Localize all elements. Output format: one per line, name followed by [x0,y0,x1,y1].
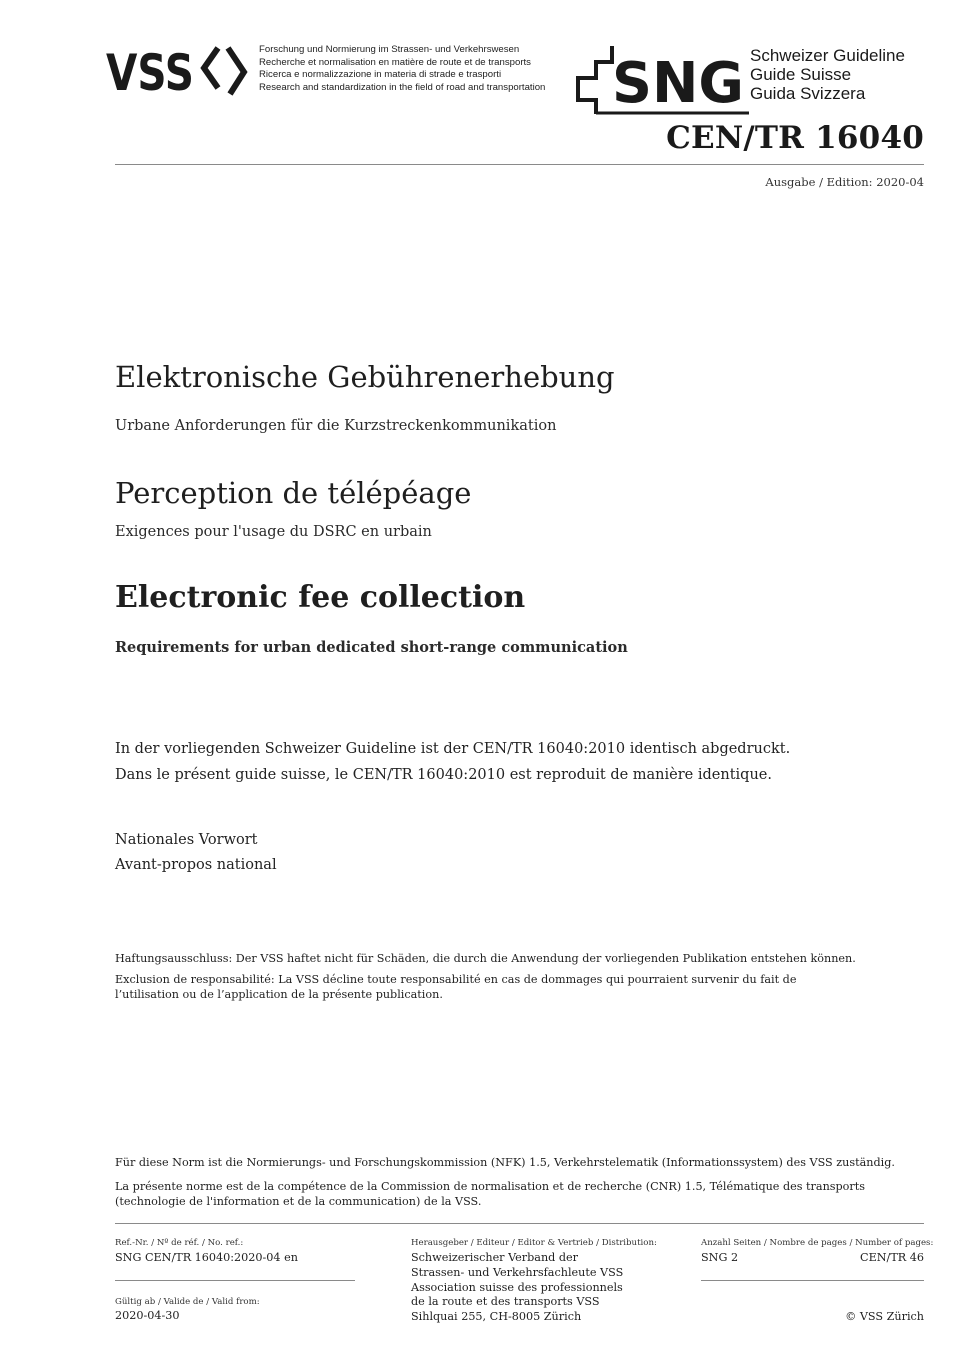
sng-name-de: Schweizer Guideline [750,46,905,65]
sng-name-it: Guida Svizzera [750,84,866,103]
tagline-fr: Recherche et normalisation en matière de route et de transports [259,56,531,68]
vss-chevron-right [228,48,244,94]
header-divider [115,164,924,165]
publisher-line: Schweizerischer Verband der [411,1251,578,1264]
reference-divider [115,1280,355,1281]
publisher-line: Strassen- und Verkehrsfachleute VSS [411,1265,624,1279]
document-code: CEN/TR 16040 [666,120,924,156]
statement-german: In der vorliegenden Schweizer Guideline ist der CEN/TR 16040:2010 identisch abgedruckt. [115,741,791,757]
disclaimer-german: Haftungsausschluss: Der VSS haftet nicht für Schäden, die durch die Anwendung der vorliegenden Publikation entstehen können. [115,952,856,965]
page-count-divider [701,1280,924,1281]
tagline-de: Forschung und Normierung im Strassen- und Verkehrswesen [259,44,520,55]
foreword-german: Nationales Vorwort [115,832,258,848]
page-count-label: Anzahl Seiten / Nombre de pages / Number of pages: [701,1238,934,1248]
publisher-line: Association suisse des professionnels [411,1280,623,1294]
vss-chevron-left [204,48,218,88]
publisher-line: de la route et des transports VSS [411,1295,600,1309]
sng-logo-text: SNG [612,51,744,116]
subtitle-french: Exigences pour l'usage du DSRC en urbain [115,524,432,540]
foreword-french: Avant-propos national [115,857,277,873]
valid-from-label: Gültig ab / Valide de / Valid from: [115,1297,260,1307]
disclaimer-french: Exclusion de responsabilité: La VSS décline toute responsabilité en cas de dommages qui pourraient survenir du fait de l’utilisation ou de l’application de la présente publication. [115,973,797,1001]
page-count-cen: CEN/TR 46 [860,1251,924,1264]
edition-date: Ausgabe / Edition: 2020-04 [765,175,924,189]
page-count-sng: SNG 2 [701,1251,739,1264]
tagline-it: Ricerca e normalizzazione in materia di strade e trasporti [259,69,502,81]
sng-cross-frame [578,46,612,114]
subtitle-german: Urbane Anforderungen für die Kurzstreckenkommunikation [115,418,557,434]
title-english: Electronic fee collection [115,580,526,615]
reference-label: Ref.-Nr. / Nº de réf. / No. ref.: [115,1238,244,1248]
reference-value: SNG CEN/TR 16040:2020-04 en [115,1251,298,1264]
responsibility-german: Für diese Norm ist die Normierungs- und Forschungskommission (NFK) 1.5, Verkehrstelematik (Informationssystem) des VSS zuständig. [115,1156,895,1169]
vss-logo-text: VSS [106,44,194,98]
valid-from-value: 2020-04-30 [115,1309,180,1322]
responsibility-french: La présente norme est de la compétence de la Commission de normalisation et de recherche (CNR) 1.5, Télématique des transports (technologie de l'information et de la communication) de la VSS. [115,1180,866,1208]
publisher-label: Herausgeber / Editeur / Editor & Vertrieb / Distribution: [411,1238,657,1248]
publisher-line: Sihlquai 255, CH-8005 Zürich [411,1310,582,1324]
vss-tagline [259,44,545,94]
title-french: Perception de télépéage [115,476,472,510]
sng-names [750,46,905,103]
publisher-address [411,1251,623,1325]
tagline-en: Research and standardization in the field of road and transportation [259,81,546,93]
copyright-notice: © VSS Zürich [845,1310,924,1323]
title-german: Elektronische Gebührenerhebung [115,360,615,394]
subtitle-english: Requirements for urban dedicated short-range communication [115,639,628,656]
statement-french: Dans le présent guide suisse, le CEN/TR 16040:2010 est reproduit de manière identique. [115,767,772,783]
sng-logo [574,44,749,116]
footer-divider [115,1223,924,1224]
vss-logo [106,42,252,98]
sng-name-fr: Guide Suisse [750,65,852,84]
